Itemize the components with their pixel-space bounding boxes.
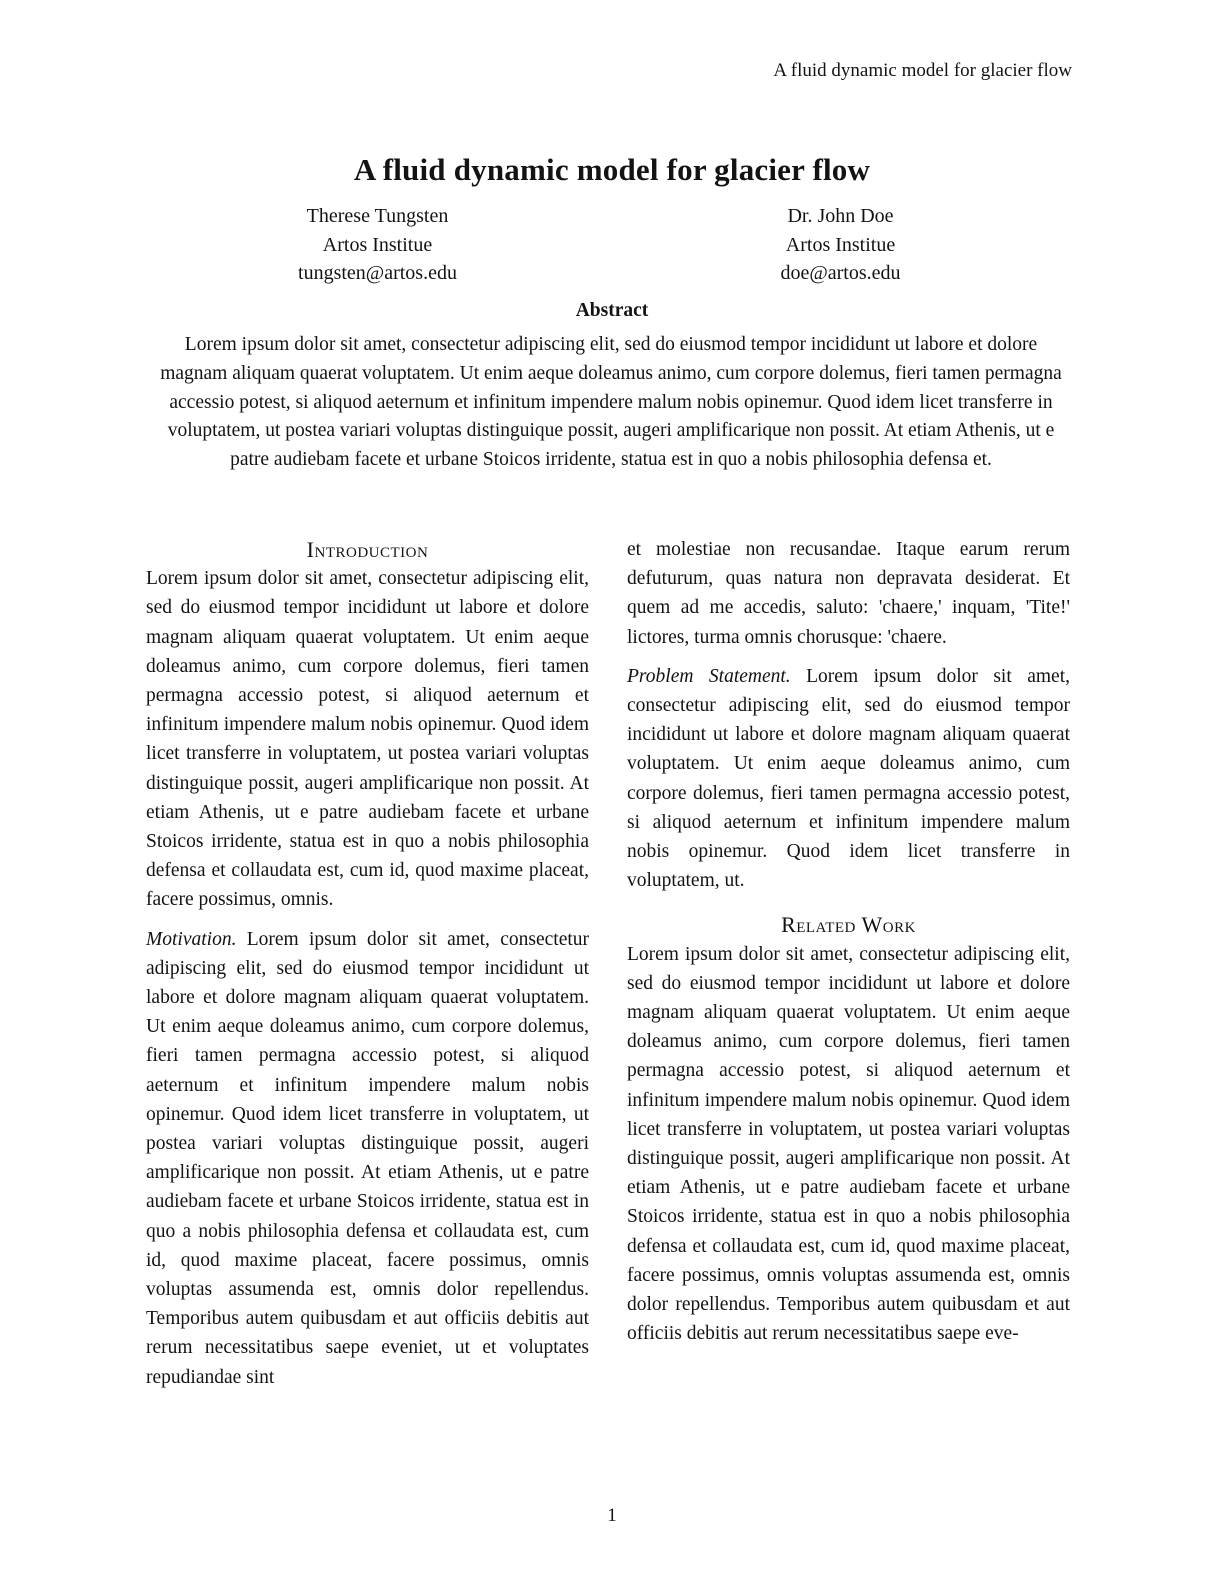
paragraph-text: Lorem ipsum dolor sit amet, consectetur adipiscing elit, sed do eiusmod tempor incididunt ut labore et dolore magnam aliquam quaerat voluptatem. Ut enim aeque doleamus animo, cum corpore dolemus, fieri tamen permagna accessio potest, si aliquod aeternum et infinitum impendere malum nobis opinemur. Quod idem licet transferre in voluptatem, ut postea variari voluptas distinguique possit, augeri amplificarique non possit. At etiam Athenis, ut e patre audiebam facete et urbane Stoicos irridente, statua est in quo a nobis philosophia defensa et collaudata est, cum id, quod maxime placeat, facere possimus, omnis voluptas assumenda est, omnis dolor repellendus. Temporibus autem quibusdam et aut officiis debitis aut rerum necessitatibus saepe eveniet, ut et voluptates repudiandae sint	[146, 928, 590, 1388]
paragraph: Lorem ipsum dolor sit amet, consectetur adipiscing elit, sed do eiusmod tempor incididunt ut labore et dolore magnam aliquam quaerat voluptatem. Ut enim aeque doleamus animo, cum corpore dolemus, fieri tamen permagna accessio potest, si aliquod aeternum et infinitum impendere malum nobis opinemur. Quod idem licet transferre in voluptatem, ut postea variari voluptas distinguique possit, augeri amplificarique non possit. At etiam Athenis, ut e patre audiebam facete et urbane Stoicos irridente, statua est in quo a nobis philosophia defensa et collaudata est, cum id, quod maxime placeat, facere possimus, omnis.	[146, 568, 589, 911]
author-name: Therese Tungsten	[306, 205, 449, 227]
author-right	[609, 202, 1072, 288]
section-heading-related-work: Related Work	[781, 912, 916, 938]
author-block	[146, 202, 1072, 288]
author-email: doe@artos.edu	[780, 262, 901, 284]
paper-title: A fluid dynamic model for glacier flow	[353, 151, 871, 187]
author-affiliation: Artos Institue	[785, 233, 896, 256]
running-header: A fluid dynamic model for glacier flow	[773, 60, 1072, 81]
paragraph: Lorem ipsum dolor sit amet, consectetur adipiscing elit, sed do eiusmod tempor incididunt ut labore et dolore magnam aliquam quaerat voluptatem. Ut enim aeque doleamus animo, cum corpore dolemus, fieri tamen permagna accessio potest, si aliquod aeternum et infinitum impendere malum nobis opinemur. Quod idem licet transferre in voluptatem, ut postea variari voluptas distinguique possit, augeri amplificarique non possit. At etiam Athenis, ut e patre audiebam facete et urbane Stoicos irridente, statua est in quo a nobis philosophia defensa et collaudata est, cum id, quod maxime placeat, facere possimus, omnis voluptas assumenda est, omnis dolor repellendus. Temporibus autem quibusdam et aut officiis debitis aut rerum necessitatibus saepe eve-	[627, 943, 1070, 1345]
author-name: Dr. John Doe	[787, 205, 894, 227]
abstract-text: Lorem ipsum dolor sit amet, consectetur adipiscing elit, sed do eiusmod tempor incididunt ut labore et dolore magnam aliquam quaerat voluptatem. Ut enim aeque doleamus animo, cum corpore dolemus, fieri tamen permagna accessio potest, si aliquod aeternum et infinitum impendere malum nobis opinemur. Quod idem licet transferre in voluptatem, ut postea variari voluptas distinguique possit, augeri amplificarique non possit. At etiam Athenis, ut e patre audiebam facete et urbane Stoicos irridente, statua est in quo a nobis philosophia defensa et.	[160, 334, 1062, 471]
paragraph: et molestiae non recusandae. Itaque earum rerum defuturum, quas natura non depravata desiderat. Et quem ad me accedis, saluto: 'chaere,' inquam, 'Tite!' lictores, turma omnis chorusque: 'chaere.	[627, 539, 1070, 648]
abstract-heading: Abstract	[575, 300, 649, 321]
paragraph-problem-statement	[627, 662, 1070, 896]
right-column	[627, 535, 1070, 1348]
left-column	[146, 535, 589, 1392]
paragraph-text: Lorem ipsum dolor sit amet, consectetur adipiscing elit, sed do eiusmod tempor incididunt ut labore et dolore magnam aliquam quaerat voluptatem. Ut enim aeque doleamus animo, cum corpore dolemus, fieri tamen permagna accessio potest, si aliquod aeternum et infinitum impendere malum nobis opinemur. Quod idem licet transferre in voluptatem, ut.	[627, 665, 1071, 892]
paragraph-lead: Motivation.	[146, 928, 237, 950]
page-number: 1	[607, 1505, 617, 1526]
author-affiliation: Artos Institue	[322, 233, 433, 256]
paragraph-motivation	[146, 925, 589, 1392]
paragraph-lead: Problem Statement.	[627, 665, 791, 687]
section-heading-introduction: Introduction	[306, 537, 429, 562]
author-email: tungsten@artos.edu	[298, 262, 457, 284]
author-left	[146, 202, 609, 288]
